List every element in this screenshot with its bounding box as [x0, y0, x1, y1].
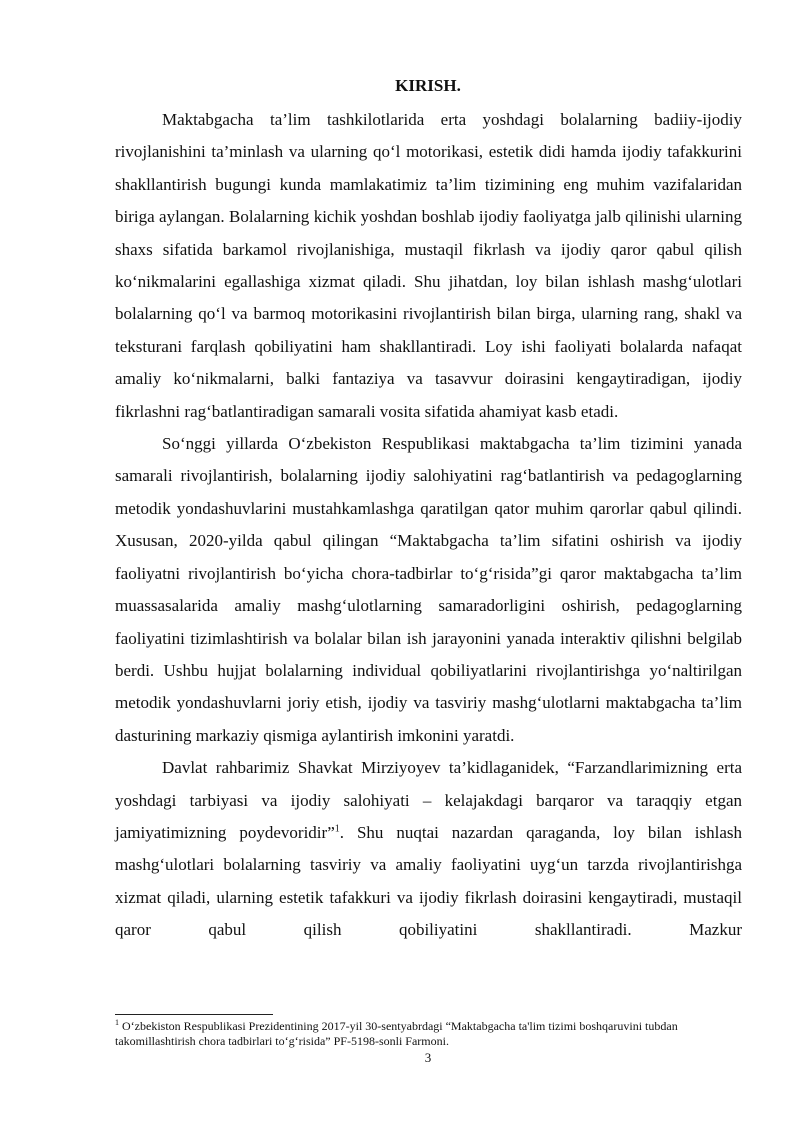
paragraph-3: [115, 752, 742, 946]
footnote-mark: 1: [115, 1018, 119, 1027]
page-number: 3: [424, 1050, 432, 1065]
body-text: [115, 104, 742, 947]
footnote-text: O‘zbekiston Respublikasi Prezidentining 2017-yil 30-sentyabrdagi “Maktabgacha ta'lim tizimi boshqaruvini tubdan takomillashtirish chora tadbirlari to‘g‘risida” PF-5198-sonli Farmoni.: [115, 1019, 678, 1048]
footnote-reference[interactable]: 1: [334, 823, 340, 835]
paragraph-3-before-ref: Davlat rahbarimiz Shavkat Mirziyoyev ta’kidlaganidek, “Farzandlarimizning erta yoshdagi tarbiyasi va ijodiy salohiyati – kelajakdagi barqaror va taraqqiy etgan jamiyatimizning poydevoridir”: [115, 758, 742, 842]
footnote: [115, 1019, 742, 1049]
paragraph-3-after-ref: . Shu nuqtai nazardan qaraganda, loy bilan ishlash mashg‘ulotlari bolalarning tasviriy va amaliy faoliyatini uyg‘un tarzda rivojlantirishga xizmat qiladi, ularning estetik tafakkuri va ijodiy fikrlash doirasini kengaytiradi, mustaqil qaror qabul qilish qobiliyatini shakllantiradi. Mazkur: [115, 822, 743, 940]
paragraph-1: Maktabgacha ta’lim tashkilotlarida erta yoshdagi bolalarning badiiy-ijodiy rivojlanishini ta’minlash va ularning qo‘l motorikasi, estetik didi hamda ijodiy tafakkurini shakllantirish bugungi kunda mamlakatimiz ta’lim tizimining eng muhim vazifalaridan biriga aylangan. Bolalarning kichik yoshdan boshlab ijodiy faoliyatga jalb qilinishi ularning shaxs sifatida barkamol rivojlanishiga, mustaqil fikrlash va ijodiy qaror qabul qilish ko‘nikmalarini egallashiga xizmat qiladi. Shu jihatdan, loy bilan ishlash mashg‘ulotlari bolalarning qo‘l va barmoq motorikasini rivojlantirish bilan birga, ularning rang, shakl va teksturani farqlash qobiliyatini ham shakllantiradi. Loy ishi faoliyati bolalarda nafaqat amaliy ko‘nikmalarni, balki fantaziya va tasavvur doirasini kengaytiradigan, ijodiy fikrlashni rag‘batlantiradigan samarali vosita sifatida ahamiyat kasb etadi.: [115, 110, 742, 421]
footnote-separator: [115, 1014, 273, 1015]
section-title: KIRISH.: [395, 76, 461, 95]
paragraph-2: So‘nggi yillarda O‘zbekiston Respublikasi maktabgacha ta’lim tizimini yanada samarali rivojlantirish, bolalarning ijodiy salohiyatini rag‘batlantirish va pedagoglarning metodik yondashuvlarini mustahkamlashga qaratilgan qator muhim qarorlar qabul qilindi. Xususan, 2020-yilda qabul qilingan “Maktabgacha ta’lim sifatini oshirish va ijodiy faoliyatni rivojlantirish bo‘yicha chora-tadbirlar to‘g‘risida”gi qaror maktabgacha ta’lim muassasalarida amaliy mashg‘ulotlarning samaradorligini oshirish, pedagoglarning faoliyatini tizimlashtirish va bolalar bilan ish jarayonini yanada interaktiv qilishni belgilab berdi. Ushbu hujjat bolalarning individual qobiliyatlarini rivojlantirishga yo‘naltirilgan metodik yondashuvlarni joriy etish, ijodiy va tasviriy mashg‘ulotlarni maktabgacha ta’lim dasturining markaziy qismiga aylantirish imkonini yaratdi.: [115, 434, 742, 745]
